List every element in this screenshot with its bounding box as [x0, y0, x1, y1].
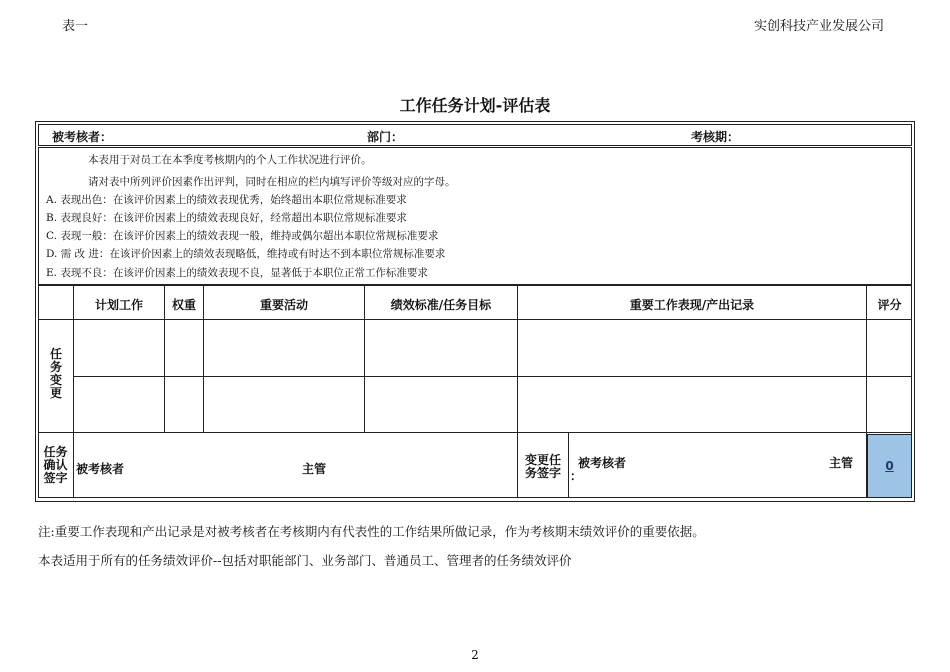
col-header-standard: 绩效标准/任务目标	[390, 298, 492, 312]
task-confirm-line: 签字	[43, 471, 68, 485]
change-sign-supervisor-label: 主管	[829, 456, 854, 470]
change-sign-assessee-label: 被考核者	[578, 456, 627, 470]
table-rule	[517, 285, 518, 497]
col-header-record: 重要工作表现/产出记录	[629, 298, 755, 312]
grade-a: A. 表现出色：在该评价因素上的绩效表现优秀，始终超出本职位常规标准要求	[46, 194, 407, 206]
col-header-plan: 计划工作	[94, 298, 143, 312]
grade-b: B. 表现良好：在该评价因素上的绩效表现良好，经常超出本职位常规标准要求	[46, 212, 407, 224]
note-line-2: 本表适用于所有的任务绩效评价--包括对职能部门、业务部门、普通员工、管理者的任务绩效评价	[38, 553, 572, 568]
task-confirm-label	[38, 446, 73, 485]
task-change-label	[46, 348, 66, 400]
col-header-activity: 重要活动	[259, 298, 308, 312]
change-sign-line: 变更任	[524, 453, 561, 467]
table-rule	[73, 285, 74, 497]
col-header-score: 评分	[877, 298, 902, 312]
task-change-char: 更	[49, 386, 62, 400]
change-sign-line: 务签字	[524, 466, 561, 480]
grade-c: C. 表现一般：在该评价因素上的绩效表现一般，维持或偶尔超出本职位常规标准要求	[46, 230, 439, 242]
task-table	[38, 285, 912, 498]
grade-e: E. 表现不良：在该评价因素上的绩效表现不良，显著低于本职位正常工作标准要求	[46, 267, 428, 279]
task-confirm-line: 任务	[43, 445, 68, 459]
confirm-supervisor-label: 主管	[302, 462, 327, 476]
page-number: 2	[471, 648, 479, 662]
table-rule	[73, 376, 912, 377]
instruction-intro-2: 请对表中所列评价因素作出评判，同时在相应的栏内填写评价等级对应的字母。	[88, 176, 456, 188]
department-label: 部门：	[367, 130, 404, 144]
col-header-weight: 权重	[171, 298, 196, 312]
assessee-label: 被考核者：	[52, 130, 113, 144]
change-sign-colon: ：	[570, 469, 583, 483]
task-change-char: 任	[49, 347, 62, 361]
note-line-1: 注:重要工作表现和产出记录是对被考核者在考核期内有代表性的工作结果所做记录，作为考核期末绩效评价的重要依据。	[38, 524, 705, 539]
table-rule	[568, 432, 569, 497]
grade-d: D. 需 改 进：在该评价因素上的绩效表现略低，维持或有时达不到本职位常规标准要求	[46, 248, 446, 260]
header-right: 实创科技产业发展公司	[754, 19, 885, 34]
instruction-intro-1: 本表用于对员工在本季度考核期内的个人工作状况进行评价。	[88, 154, 372, 166]
change-sign-label	[519, 454, 567, 480]
score-cell[interactable]: 0	[867, 434, 912, 498]
task-change-char: 务	[49, 360, 62, 374]
table-rule	[38, 432, 912, 433]
confirm-assessee-label: 被考核者	[76, 462, 125, 476]
task-confirm-line: 确认	[43, 458, 68, 472]
task-change-char: 变	[49, 373, 62, 387]
page-title: 工作任务计划-评估表	[399, 96, 551, 115]
info-row	[38, 124, 912, 146]
period-label: 考核期：	[691, 130, 740, 144]
table-rule	[38, 319, 912, 320]
header-left: 表一	[62, 19, 89, 34]
